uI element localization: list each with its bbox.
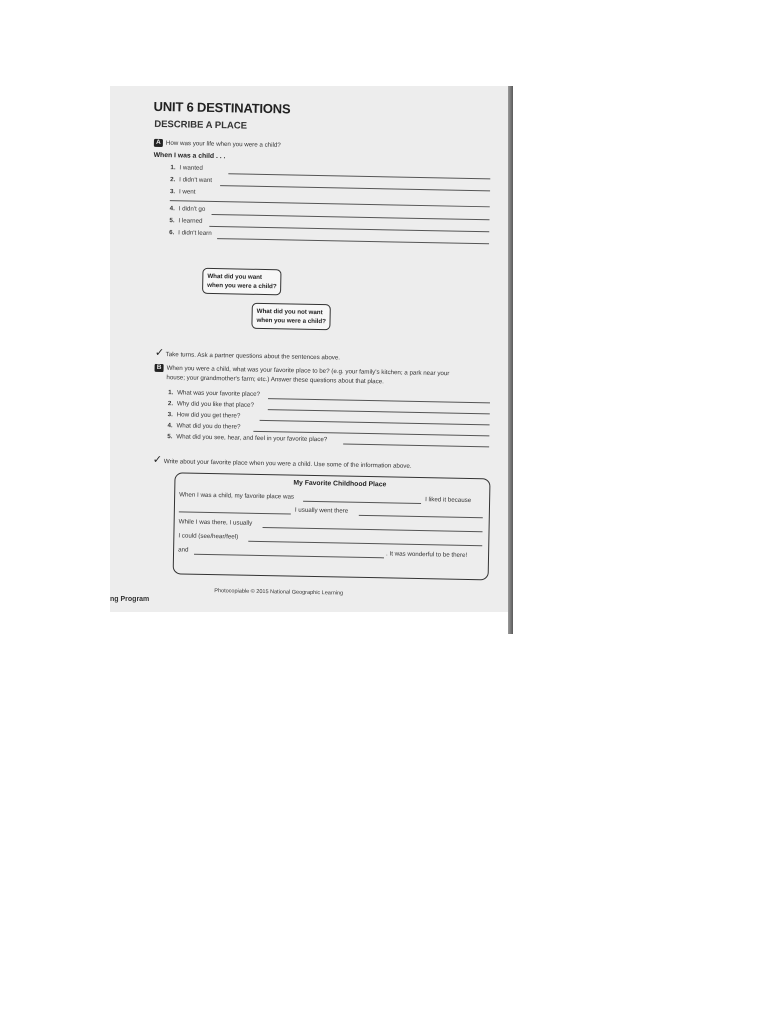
- item-text: I didn't want: [179, 176, 213, 184]
- take-turns-instruction: [155, 346, 340, 363]
- list-item: [170, 205, 206, 213]
- item-text: I learned: [178, 217, 203, 225]
- item-number: 1.: [168, 389, 174, 397]
- list-item: [169, 217, 202, 225]
- item-text: What did you see, hear, and feel in your favorite place?: [176, 433, 328, 444]
- section-a-lead: When I was a child . . .: [153, 151, 226, 161]
- item-number: 5.: [167, 433, 173, 441]
- section-a-question-text: How was your life when you were a child?: [165, 139, 281, 149]
- item-text: I didn't go: [178, 205, 206, 213]
- writing-line5-start: and: [178, 546, 189, 554]
- item-text: How did you get there?: [176, 411, 241, 420]
- answer-line[interactable]: [260, 420, 490, 425]
- list-item: [167, 433, 327, 443]
- section-b-intro-line1: When you were a child, what was your favorite place to be? (e.g. your family's kitchen; a park near your: [166, 364, 450, 378]
- bubble-line: What did you want: [207, 272, 263, 281]
- answer-line[interactable]: [343, 444, 489, 448]
- speech-bubble-want: [202, 268, 282, 296]
- item-number: 4.: [167, 422, 173, 430]
- writing-blank[interactable]: [194, 554, 384, 559]
- item-number: 6.: [169, 229, 175, 237]
- item-number: 4.: [169, 205, 175, 213]
- writing-line4-start: I could (see/hear/feel): [178, 532, 239, 541]
- list-item: [169, 229, 212, 237]
- writing-box-title: My Favorite Childhood Place: [293, 479, 387, 489]
- item-text: Why did you like that place?: [176, 400, 255, 409]
- bubble-line: What did you not want: [256, 307, 323, 317]
- answer-line[interactable]: [209, 226, 489, 232]
- answer-line[interactable]: [268, 409, 490, 414]
- item-number: 5.: [169, 217, 175, 225]
- list-item: [170, 188, 196, 195]
- list-item: [168, 400, 254, 409]
- writing-blank[interactable]: [359, 515, 483, 518]
- writing-line1-end: I liked it because: [425, 496, 472, 505]
- item-number: 2.: [167, 400, 174, 408]
- subtitle: DESCRIBE A PLACE: [154, 118, 248, 132]
- writing-line5-end: . It was wonderful to be there!: [386, 550, 468, 559]
- page-edge-shadow: [508, 86, 513, 634]
- take-turns-text: Take turns. Ask a partner questions about the sentences above.: [165, 351, 341, 362]
- bubble-line: when you were a child?: [207, 281, 277, 291]
- item-text: I didn't learn: [178, 229, 212, 237]
- unit-title: UNIT 6 DESTINATIONS: [153, 98, 291, 117]
- item-number: 3.: [169, 188, 176, 196]
- item-number: 2.: [170, 176, 176, 184]
- writing-blank[interactable]: [303, 501, 421, 504]
- answer-line[interactable]: [228, 173, 490, 179]
- section-b-badge: B: [155, 364, 164, 372]
- writing-blank[interactable]: [263, 527, 483, 532]
- list-item: [170, 176, 212, 184]
- writing-line1-start: When I was a child, my favorite place was: [179, 491, 295, 501]
- write-instruction-text: Write about your favorite place when you were a child. Use some of the information above.: [163, 458, 412, 470]
- list-item: [167, 422, 240, 430]
- writing-box: [173, 472, 491, 580]
- speech-bubble-not-want: [251, 303, 331, 331]
- item-text: I wanted: [179, 164, 203, 172]
- section-a-badge: A: [154, 139, 163, 147]
- answer-line[interactable]: [217, 238, 489, 244]
- margin-text: ng Program: [110, 596, 150, 603]
- list-item: [168, 389, 260, 398]
- item-number: 1.: [170, 164, 176, 172]
- footer-copyright: Photocopiable © 2015 National Geographic Learning: [214, 588, 344, 597]
- writing-line3-start: While I was there, I usually: [178, 518, 253, 527]
- answer-line[interactable]: [170, 200, 490, 207]
- writing-blank[interactable]: [179, 511, 291, 514]
- section-a-question: [154, 139, 281, 149]
- write-instruction: [153, 453, 412, 471]
- item-text: What did you do there?: [176, 422, 241, 431]
- list-item: [168, 411, 241, 419]
- writing-blank[interactable]: [248, 541, 482, 546]
- worksheet-page: [110, 86, 510, 612]
- item-text: What was your favorite place?: [177, 389, 261, 398]
- worksheet-content: [110, 86, 510, 612]
- bubble-line: when you were a child?: [256, 316, 327, 326]
- checkmark-icon: ✓: [154, 346, 165, 360]
- checkmark-icon: ✓: [152, 453, 163, 467]
- item-number: 3.: [167, 411, 173, 419]
- answer-line[interactable]: [268, 398, 490, 403]
- writing-line2-mid: I usually went there: [294, 506, 349, 515]
- list-item: [170, 164, 203, 172]
- answer-line[interactable]: [212, 214, 490, 220]
- item-text: I went: [178, 188, 196, 196]
- section-b-intro-line2: house; your grandmother's farm; etc.) Answer these questions about that place.: [166, 374, 384, 386]
- answer-line[interactable]: [220, 185, 490, 191]
